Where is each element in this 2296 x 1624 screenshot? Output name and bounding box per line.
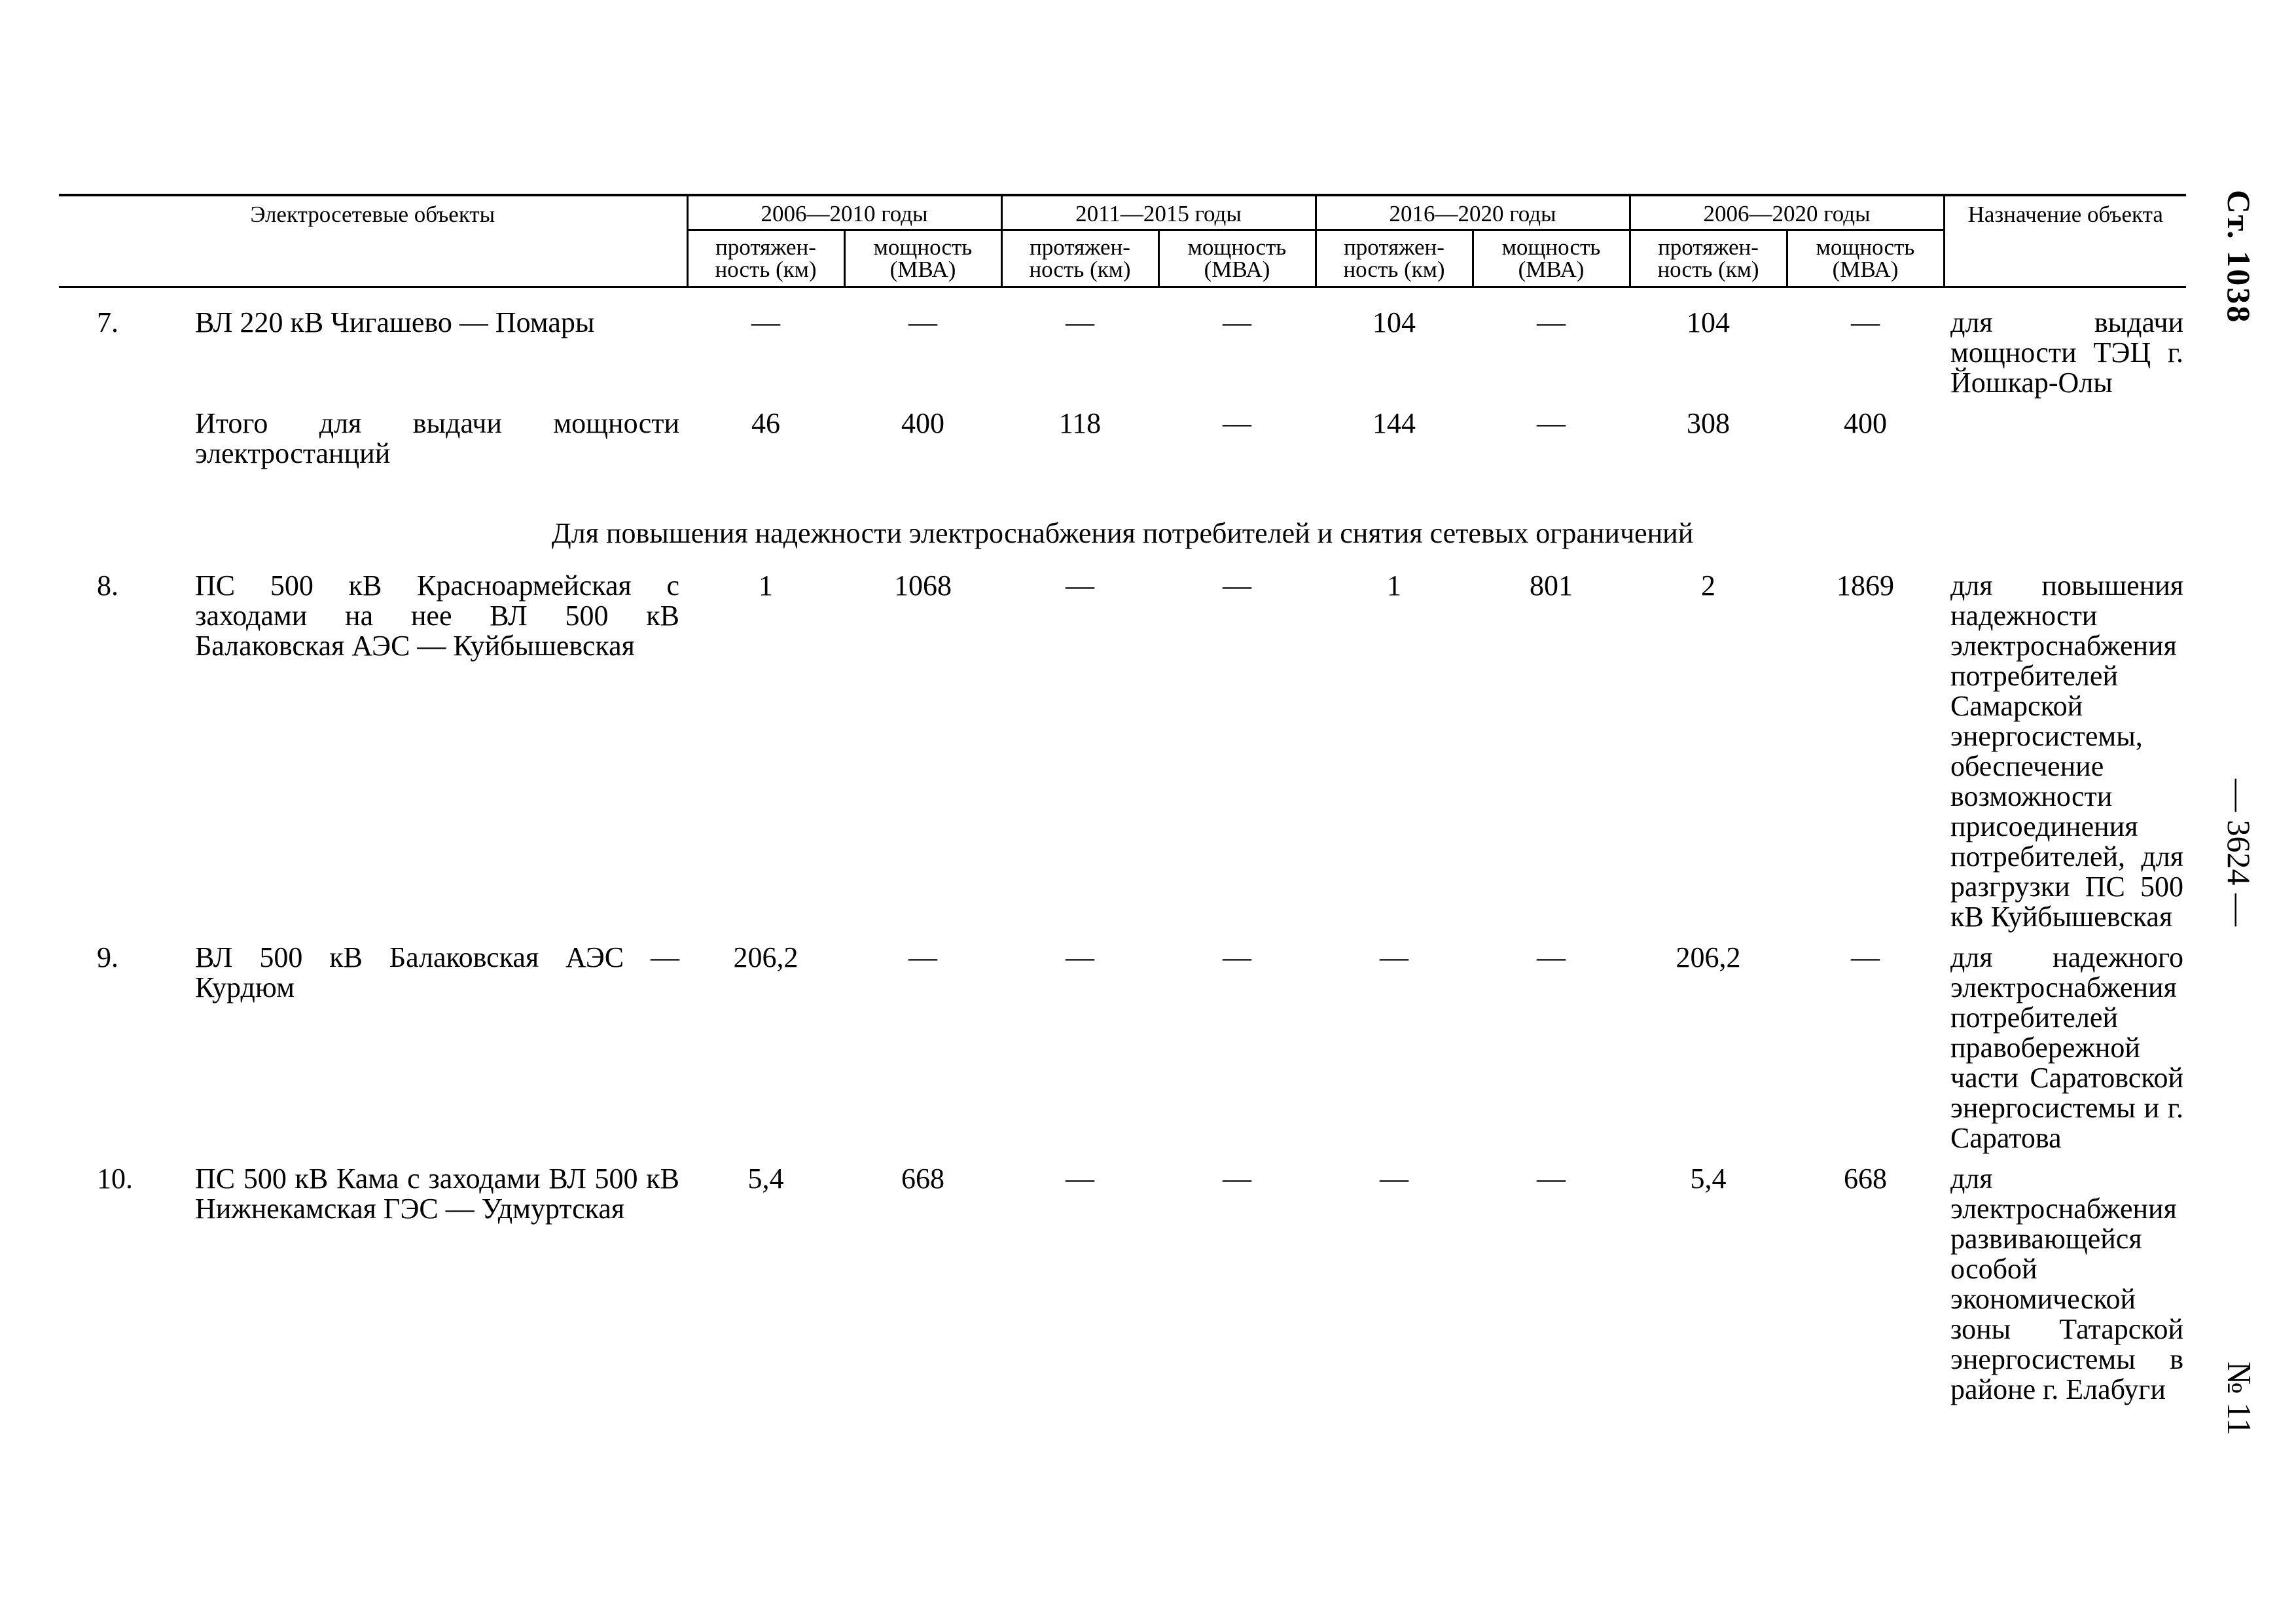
value-cell: 118 <box>1058 407 1102 439</box>
value-cell: — <box>1223 941 1251 973</box>
table-row <box>59 287 2186 409</box>
header-purpose: Назначение объекта <box>1944 195 2186 287</box>
header-objects: Электросетевые объекты <box>59 195 687 287</box>
purpose-cell: для выдачи мощности ТЭЦ г. Йошкар-Олы <box>1950 306 2183 399</box>
value-cell: 46 <box>751 407 780 439</box>
purpose-cell <box>1944 408 2186 479</box>
value-cell: 1 <box>759 569 773 602</box>
header-power: мощность (МВА) <box>1158 230 1316 287</box>
header-period-4: 2006—2020 годы <box>1630 195 1944 230</box>
value-cell: 104 <box>1687 306 1730 338</box>
value-cell: 5,4 <box>747 1163 784 1195</box>
header-period-3: 2016—2020 годы <box>1316 195 1630 230</box>
value-cell: 801 <box>1530 569 1573 602</box>
value-cell: 400 <box>1844 407 1887 439</box>
section-title: Для повышения надежности электроснабжения потребителей и снятия сетевых ограничений <box>551 517 1694 549</box>
value-cell: — <box>1223 407 1251 439</box>
purpose-cell: для надежного электроснабжения потребителей правобережной части Саратовской энергосистемы и г. Саратова <box>1950 941 2183 1154</box>
object-name: ПС 500 кВ Красноармейская с заходами на нее ВЛ 500 кВ Балаковская АЭС — Куйбышевская <box>195 569 679 662</box>
value-cell: 308 <box>1687 407 1730 439</box>
row-number <box>59 408 195 469</box>
value-cell: — <box>1066 306 1094 338</box>
object-name: ВЛ 500 кВ Балаковская АЭС — Курдюм <box>195 941 679 1003</box>
value-cell: — <box>1223 1163 1251 1195</box>
header-power: мощность (МВА) <box>1473 230 1630 287</box>
object-name: Итого для выдачи мощности электростанций <box>195 407 679 469</box>
article-number: Ст. 1038 <box>2221 190 2257 325</box>
infrastructure-table <box>59 194 2186 1415</box>
header-period-2: 2011—2015 годы <box>1001 195 1316 230</box>
value-cell: — <box>1851 306 1880 338</box>
value-cell: 668 <box>901 1163 944 1195</box>
value-cell: 5,4 <box>1690 1163 1727 1195</box>
value-cell: — <box>751 306 780 338</box>
value-cell: — <box>908 941 937 973</box>
value-cell: — <box>1380 1163 1408 1195</box>
header-period-1: 2006—2010 годы <box>687 195 1001 230</box>
value-cell: — <box>1851 941 1880 973</box>
row-number: 7. <box>97 306 118 338</box>
value-cell: 206,2 <box>1676 941 1741 973</box>
value-cell: 1869 <box>1837 569 1894 602</box>
value-cell: — <box>1537 306 1566 338</box>
value-cell: 668 <box>1844 1163 1887 1195</box>
issue-number: № 11 <box>2220 1362 2257 1435</box>
purpose-cell: для повышения надежности электроснабжения потребителей Самарской энергосистемы, обеспечение возможности присоединения потребителей, для разгрузки ПС 500 кВ Куйбышевская <box>1950 569 2183 933</box>
table-row <box>59 408 2186 479</box>
header-power: мощность (МВА) <box>844 230 1001 287</box>
value-cell: — <box>1537 407 1566 439</box>
object-name: ПС 500 кВ Кама с заходами ВЛ 500 кВ Нижнекамская ГЭС — Удмуртская <box>195 1163 679 1225</box>
header-power: мощность (МВА) <box>1787 230 1944 287</box>
page-number: — 3624 — <box>2221 779 2257 926</box>
value-cell: — <box>1537 941 1566 973</box>
value-cell: 144 <box>1372 407 1416 439</box>
row-number: 10. <box>97 1163 133 1195</box>
header-length: протяжен-ность (км) <box>1316 230 1473 287</box>
value-cell: 400 <box>901 407 944 439</box>
table-row <box>59 1164 2186 1415</box>
value-cell: — <box>1223 569 1251 602</box>
table-row <box>59 571 2186 943</box>
value-cell: — <box>1223 306 1251 338</box>
header-length: протяжен-ность (км) <box>1630 230 1787 287</box>
row-number: 9. <box>97 941 118 973</box>
value-cell: 104 <box>1372 306 1416 338</box>
object-name: ВЛ 220 кВ Чигашево — Помары <box>195 306 595 338</box>
value-cell: — <box>1066 1163 1094 1195</box>
header-length: протяжен-ность (км) <box>687 230 844 287</box>
value-cell: 1 <box>1387 569 1401 602</box>
value-cell: 1068 <box>894 569 952 602</box>
table-row <box>59 943 2186 1164</box>
value-cell: 2 <box>1701 569 1715 602</box>
value-cell: — <box>1066 569 1094 602</box>
section-row <box>59 479 2186 571</box>
row-number: 8. <box>97 569 118 602</box>
header-length: протяжен-ность (км) <box>1001 230 1158 287</box>
value-cell: — <box>1066 941 1094 973</box>
value-cell: 206,2 <box>733 941 798 973</box>
value-cell: — <box>908 306 937 338</box>
value-cell: — <box>1537 1163 1566 1195</box>
purpose-cell: для электроснабжения развивающейся особой экономической зоны Татарской энергосистемы в районе г. Елабуги <box>1950 1163 2183 1405</box>
value-cell: — <box>1380 941 1408 973</box>
